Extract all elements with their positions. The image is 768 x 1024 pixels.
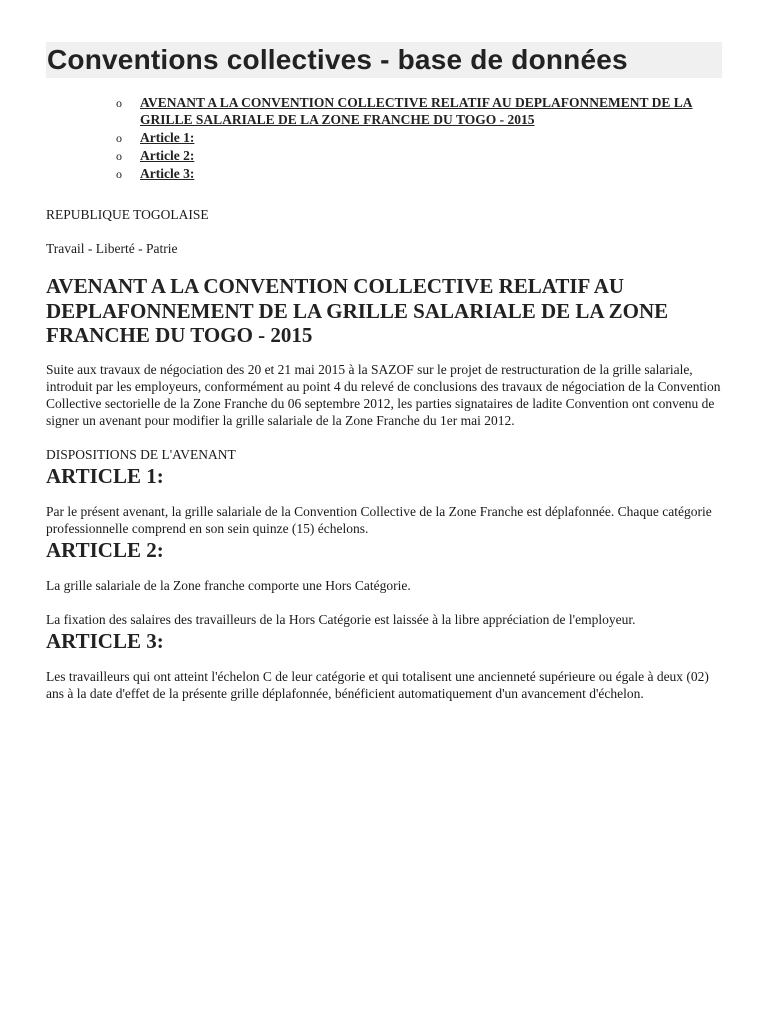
toc-link-title[interactable]: AVENANT A LA CONVENTION COLLECTIVE RELATIF AU DEPLAFONNEMENT DE LA GRILLE SALARIALE DE LA ZONE FRANCHE DU TOGO - 2015	[140, 95, 693, 127]
toc-link-article-1[interactable]: Article 1:	[140, 130, 195, 145]
article-2-text-1: La grille salariale de la Zone franche comporte une Hors Catégorie.	[46, 577, 411, 593]
toc-item-title	[116, 94, 722, 128]
toc-item-article-1	[116, 129, 722, 146]
bullet-icon: o	[116, 167, 122, 181]
dispositions-heading: DISPOSITIONS DE L'AVENANT	[46, 446, 236, 462]
article-3-heading: ARTICLE 3:	[46, 628, 164, 653]
intro-paragraph: Suite aux travaux de négociation des 20 et 21 mai 2015 à la SAZOF sur le projet de restructuration de la grille salariale, introduit par les employeurs, conformément au point 4 du relevé de conclusions des travaux de négociation de la Convention Collective sectorielle de la Zone Franche du 06 septembre 2012, les parties signataires de ladite Convention ont convenu de signer un avenant pour modifier la grille salariale de la Zone Franche du 1er mai 2012.	[46, 361, 721, 428]
toc-link-article-3[interactable]: Article 3:	[140, 166, 195, 181]
article-1-text: Par le présent avenant, la grille salariale de la Convention Collective de la Zone Franche est déplafonnée. Chaque catégorie professionnelle comprend en son sein quinze (15) échelons.	[46, 503, 712, 536]
article-3-text: Les travailleurs qui ont atteint l'échelon C de leur catégorie et qui totalisent une ancienneté supérieure ou égale à deux (02) ans à la date d'effet de la présente grille déplafonnée, bénéficient automatiquement d'un avancement d'échelon.	[46, 668, 709, 701]
bullet-icon: o	[116, 149, 122, 163]
site-title: Conventions collectives - base de données	[46, 42, 722, 78]
article-2-heading: ARTICLE 2:	[46, 537, 164, 562]
article-2-text-2: La fixation des salaires des travailleurs de la Hors Catégorie est laissée à la libre appréciation de l'employeur.	[46, 611, 636, 627]
table-of-contents	[46, 94, 722, 182]
devise-line: Travail - Liberté - Patrie	[46, 241, 178, 256]
republique-line: REPUBLIQUE TOGOLAISE	[46, 207, 209, 222]
article-1-heading: ARTICLE 1:	[46, 463, 164, 488]
bullet-icon: o	[116, 131, 122, 145]
toc-link-article-2[interactable]: Article 2:	[140, 148, 195, 163]
document-title: AVENANT A LA CONVENTION COLLECTIVE RELATIF AU DEPLAFONNEMENT DE LA GRILLE SALARIALE DE LA ZONE FRANCHE DU TOGO - 2015	[46, 274, 669, 347]
bullet-icon: o	[116, 96, 122, 110]
document-page	[46, 42, 722, 702]
toc-item-article-2	[116, 147, 722, 164]
toc-item-article-3	[116, 165, 722, 182]
